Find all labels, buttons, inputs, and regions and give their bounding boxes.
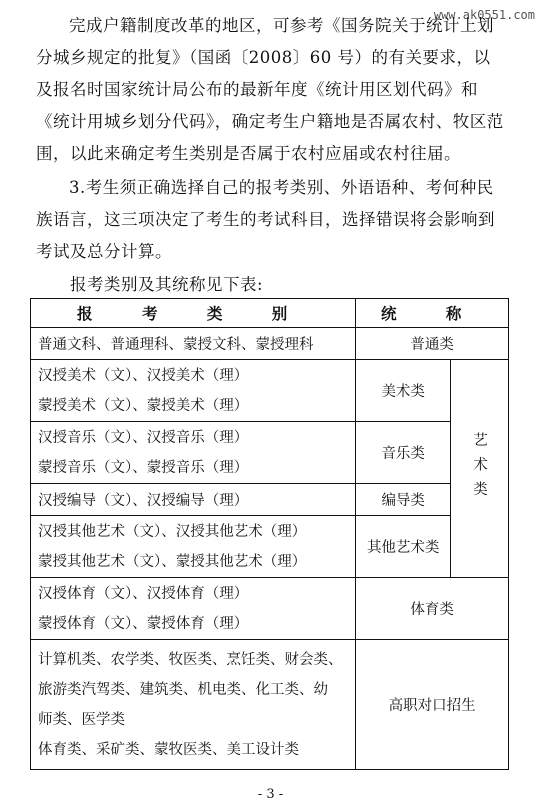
category-line: 蒙授其他艺术（文）、蒙授其他艺术（理） <box>38 553 307 570</box>
category-line: 汉授美术（文）、汉授美术（理） <box>38 367 249 384</box>
category-line: 体育类、采矿类、蒙牧医类、美工设计类 <box>38 741 299 758</box>
category-line: 汉授其他艺术（文）、汉授其他艺术（理） <box>38 523 307 540</box>
name-cell: 其他艺术类 <box>356 516 451 578</box>
exam-category-table <box>30 298 509 770</box>
table-row <box>31 328 509 360</box>
category-line: 蒙授体育（文）、蒙授体育（理） <box>38 615 249 632</box>
category-cell: 汉授编导（文）、汉授编导（理） <box>31 484 356 516</box>
category-line: 汉授体育（文）、汉授体育（理） <box>38 585 249 602</box>
category-line: 蒙授音乐（文）、蒙授音乐（理） <box>38 459 249 476</box>
table-row <box>31 640 509 770</box>
category-line: 汉授音乐（文）、汉授音乐（理） <box>38 429 249 446</box>
category-cell: 普通文科、普通理科、蒙授文科、蒙授理科 <box>31 328 356 360</box>
table-row <box>31 422 509 484</box>
paragraph-household-registration: 完成户籍制度改革的地区，可参考《国务院关于统计上划分城乡规定的批复》（国函〔2008〕60 号）的有关要求，以及报名时国家统计局公布的最新年度《统计用区划代码》和《统计用城乡划分代码》，确定考生户籍地是否属农村、牧区范围，以此来确定考生类别是否属于农村应届或农村往届。 <box>36 16 504 163</box>
category-cell <box>31 578 356 640</box>
header-category: 报 考 类 别 <box>31 299 356 328</box>
category-line: 旅游类汽驾类、建筑类、机电类、化工类、幼 <box>38 681 328 698</box>
category-cell <box>31 360 356 422</box>
name-cell: 普通类 <box>356 328 509 360</box>
table-row <box>31 360 509 422</box>
name-cell: 编导类 <box>356 484 451 516</box>
table-row <box>31 516 509 578</box>
category-cell <box>31 640 356 770</box>
name-cell: 音乐类 <box>356 422 451 484</box>
table-caption: 报考类别及其统称见下表: <box>70 275 264 294</box>
art-group-cell <box>451 360 509 578</box>
category-cell <box>31 422 356 484</box>
category-line: 计算机类、农学类、牧医类、烹饪类、财会类、 <box>38 651 343 668</box>
paragraph-category-selection: 3.考生须正确选择自己的报考类别、外语语种、考何种民族语言，这三项决定了考生的考试科目，选择错误将会影响到考试及总分计算。 <box>36 178 495 261</box>
name-cell: 美术类 <box>356 360 451 422</box>
header-name: 统 称 <box>356 299 509 328</box>
name-cell: 体育类 <box>356 578 509 640</box>
category-cell <box>31 516 356 578</box>
category-line: 师类、医学类 <box>38 711 125 728</box>
table-row <box>31 484 509 516</box>
page-number: - 3 - <box>257 787 284 802</box>
site-watermark: www.ak0551.com <box>433 8 535 22</box>
category-line: 蒙授美术（文）、蒙授美术（理） <box>38 397 249 414</box>
table-row <box>31 578 509 640</box>
art-group-label: 艺术类 <box>471 431 488 506</box>
table-header-row <box>31 299 509 328</box>
name-cell: 高职对口招生 <box>356 640 509 770</box>
